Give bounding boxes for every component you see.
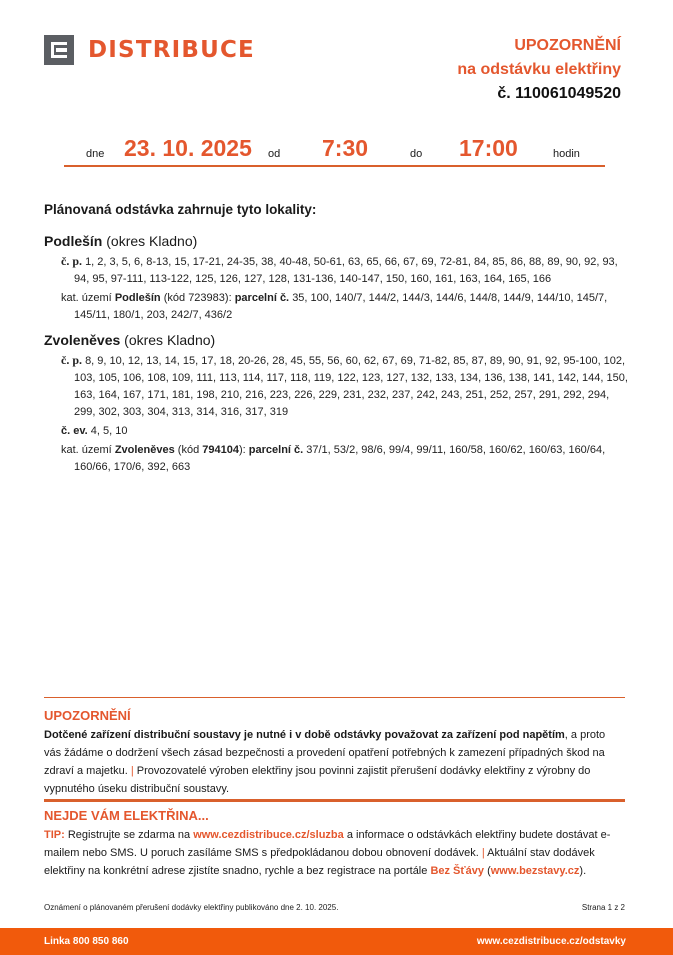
cez-e-logo-icon <box>44 35 74 65</box>
publish-note: Oznámení o plánovaném přerušení dodávky elektřiny publikováno dne 2. 10. 2025. <box>44 903 339 912</box>
footer-bar <box>0 928 673 955</box>
notice-title: UPOZORNĚNÍ <box>514 37 621 54</box>
from-label: od <box>268 148 281 160</box>
registry-numbers: č. ev. 4, 5, 10 <box>61 425 128 437</box>
tip-text: TIP: Registrujte se zdarma na www.cezdistribuce.cz/sluzba a informace o odstávkách elektřiny budete dostávat e-mailem nebo SMS. U poruch zasíláme SMS s předpokládanou dobou obnovení dodávek. | Aktuální stav dodávek elektřiny na konkrétní adrese zjistíte snadno, rychle a bez registrace na portále Bez Šťávy (www.bezstavy.cz). <box>44 829 611 877</box>
footnote <box>44 903 625 912</box>
localities-intro: Plánovaná odstávka zahrnuje tyto lokality: <box>44 202 317 217</box>
house-numbers: č. p. 1, 2, 3, 5, 6, 8-13, 15, 17-21, 24-35, 38, 40-48, 50-61, 63, 65, 66, 67, 69, 72-81, 84, 85, 86, 88, 89, 90, 92, 93, 94, 95, 97-111, 113-122, 125, 126, 127, 128, 131-136, 140-147, 150, 160, 161, 163, 164, 165, 166 <box>61 254 618 285</box>
notice-header <box>457 34 621 106</box>
hotline: Linka 800 850 860 <box>44 936 129 947</box>
brand-name: DISTRIBUCE <box>88 37 255 63</box>
parcel-numbers: kat. území Podlešín (kód 723983): parcelní č. 35, 100, 140/7, 144/2, 144/3, 144/6, 144/8, 144/9, 144/10, 145/7, 145/11, 180/1, 203, 242/7, 436/2 <box>61 292 608 321</box>
to-label: do <box>410 148 423 160</box>
date-label: dne <box>86 148 105 160</box>
page-number: Strana 1 z 2 <box>581 903 625 912</box>
tip-section <box>44 808 625 880</box>
warning-text: Dotčené zařízení distribuční soustavy je nutné i v době odstávky považovat za zařízení pod napětím, a proto vás žádáme o dodržení všech zásad bezpečnosti a provedení opatření potřebných k zamezení případných škod na zdraví a majetku. | Provozovatelé výroben elektřiny jsou povinni zajistit přerušení dodávky elektřiny z výrobny do vypnutého úseku distribuční soustavy. <box>44 729 606 795</box>
tip-title: NEJDE VÁM ELEKTŘINA... <box>44 808 209 823</box>
schedule-row <box>64 133 605 167</box>
locality-podlesin <box>44 233 629 324</box>
hours-label: hodin <box>553 148 580 160</box>
service-link[interactable]: www.cezdistribuce.cz/sluzba <box>193 829 344 841</box>
house-numbers: č. p. 8, 9, 10, 12, 13, 14, 15, 17, 18, 20-26, 28, 45, 55, 56, 60, 62, 67, 69, 71-82, 85, 87, 89, 90, 91, 92, 95-100, 102, 103, 105, 106, 108, 109, 111, 113, 114, 117, 118, 119, 122, 123, 127, 132, 133, 134, 136, 138, 141, 142, 144, 150, 163, 164, 167, 171, 181, 198, 210, 216, 223, 226, 229, 231, 232, 237, 242, 243, 251, 252, 257, 291, 292, 294, 299, 302, 303, 304, 313, 314, 316, 317, 319 <box>61 353 628 418</box>
notice-subtitle: na odstávku elektřiny <box>457 61 621 78</box>
end-time: 17:00 <box>459 135 518 161</box>
portal-link[interactable]: www.bezstavy.cz <box>490 865 580 877</box>
notice-number: č. 110061049520 <box>497 85 621 102</box>
parcel-numbers: kat. území Zvoleněves (kód 794104): parcelní č. 37/1, 53/2, 98/6, 99/4, 99/11, 160/58, 160/62, 160/63, 160/64, 160/66, 170/6, 392, 663 <box>61 444 606 473</box>
outages-website-link[interactable]: www.cezdistribuce.cz/odstavky <box>476 936 626 947</box>
warning-title: UPOZORNĚNÍ <box>44 708 131 723</box>
section-divider <box>44 799 625 802</box>
localities-section <box>44 202 629 484</box>
outage-date: 23. 10. 2025 <box>124 135 252 161</box>
portal-name: Bez Šťávy <box>430 865 485 877</box>
start-time: 7:30 <box>322 135 369 161</box>
locality-zvoleneves <box>44 332 629 476</box>
warning-section <box>44 697 625 798</box>
locality-title: Zvoleněves (okres Kladno) <box>44 332 216 348</box>
locality-title: Podlešín (okres Kladno) <box>44 233 198 249</box>
company-logo <box>44 35 255 65</box>
